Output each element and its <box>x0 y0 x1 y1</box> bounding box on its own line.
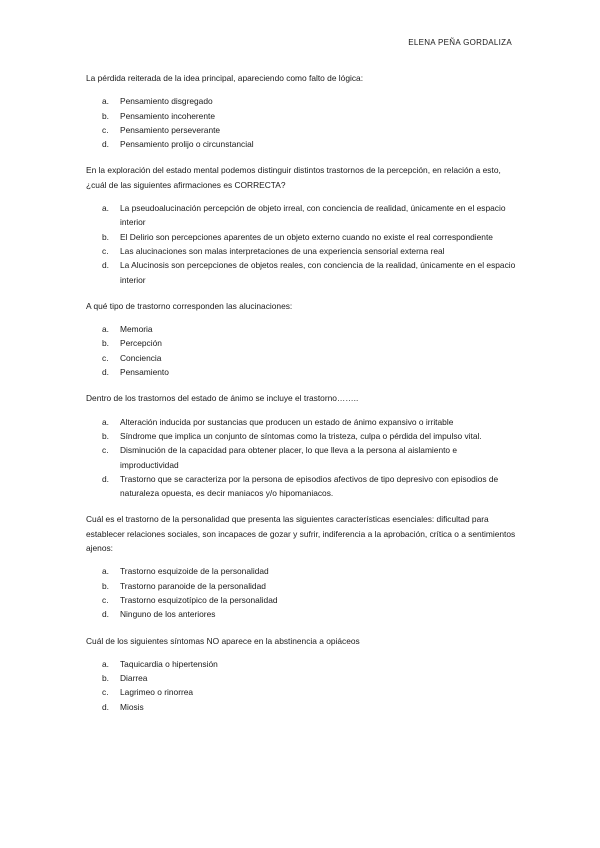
option-text: Alteración inducida por sustancias que producen un estado de ánimo expansivo o irritable <box>120 416 454 427</box>
question-block <box>86 391 518 500</box>
question-text: A qué tipo de trastorno corresponden las alucinaciones: <box>86 300 293 311</box>
option-list <box>86 322 518 379</box>
option-text: Taquicardia o hipertensión <box>120 658 218 669</box>
option-item <box>86 230 518 244</box>
option-item <box>86 322 518 336</box>
option-item <box>86 336 518 350</box>
option-text: El Delirio son percepciones aparentes de un objeto externo cuando no existe el real correspondiente <box>120 231 493 242</box>
option-item <box>86 607 518 621</box>
question-text: La pérdida reiterada de la idea principal, apareciendo como falto de lógica: <box>86 73 364 83</box>
option-item <box>86 109 518 123</box>
option-list <box>86 415 518 501</box>
option-item <box>86 593 518 607</box>
option-item <box>86 258 518 287</box>
question-block <box>86 71 518 151</box>
option-letter: c. <box>102 445 109 456</box>
question-text: Cuál es el trastorno de la personalidad que presenta las siguientes características esenciales: dificultad para establecer relaciones sociales, son incapaces de gozar y sufrir, indiferencia a la aprobación, crítica o a sentimientos ajenos: <box>86 514 516 554</box>
question-block <box>86 163 518 286</box>
option-text: Trastorno paranoide de la personalidad <box>120 580 266 591</box>
option-text: Pensamiento prolijo o circunstancial <box>120 139 254 150</box>
option-item <box>86 429 518 443</box>
option-letter: d. <box>102 260 109 271</box>
option-letter: a. <box>102 96 109 107</box>
option-item <box>86 700 518 714</box>
option-list <box>86 564 518 621</box>
option-letter: c. <box>102 687 109 698</box>
option-text: Pensamiento incoherente <box>120 110 215 121</box>
option-text: Pensamiento disgregado <box>120 96 213 107</box>
question-block <box>86 512 518 621</box>
option-item <box>86 564 518 578</box>
option-letter: d. <box>102 609 109 620</box>
option-text: Ninguno de los anteriores <box>120 609 216 620</box>
option-item <box>86 201 518 230</box>
question-text: En la exploración del estado mental podemos distinguir distintos trastornos de la percepción, en relación a esto, ¿cuál de las siguientes afirmaciones es CORRECTA? <box>86 165 501 190</box>
option-text: La Alucinosis son percepciones de objetos reales, con conciencia de la realidad, únicamente en el espacio interior <box>120 260 516 285</box>
question-list <box>86 71 518 726</box>
option-item <box>86 137 518 151</box>
option-letter: a. <box>102 416 109 427</box>
option-letter: c. <box>102 352 109 363</box>
option-letter: b. <box>102 580 109 591</box>
option-letter: c. <box>102 245 109 256</box>
option-letter: d. <box>102 139 109 150</box>
option-item <box>86 244 518 258</box>
option-letter: c. <box>102 124 109 135</box>
question-text: Dentro de los trastornos del estado de ánimo se incluye el trastorno…….. <box>86 393 359 404</box>
option-item <box>86 685 518 699</box>
option-letter: a. <box>102 203 109 214</box>
question-block <box>86 299 518 379</box>
option-letter: a. <box>102 324 109 335</box>
option-item <box>86 472 518 501</box>
option-letter: b. <box>102 338 109 349</box>
option-item <box>86 123 518 137</box>
option-list <box>86 657 518 714</box>
option-letter: a. <box>102 566 109 577</box>
option-text: Pensamiento perseverante <box>120 124 221 135</box>
option-item <box>86 415 518 429</box>
option-text: Lagrimeo o rinorrea <box>120 687 194 698</box>
option-text: Diarrea <box>120 673 148 684</box>
question-text: Cuál de los siguientes síntomas NO aparece en la abstinencia a opiáceos <box>86 635 360 646</box>
option-text: Trastorno esquizotípico de la personalidad <box>120 594 278 605</box>
option-list <box>86 94 518 151</box>
option-text: La pseudoalucinación percepción de objeto irreal, con conciencia de realidad, únicamente en el espacio interior <box>120 203 506 228</box>
option-text: Percepción <box>120 338 162 349</box>
option-letter: c. <box>102 594 109 605</box>
option-text: Pensamiento <box>120 367 169 378</box>
option-list <box>86 201 518 287</box>
option-text: Síndrome que implica un conjunto de síntomas como la tristeza, culpa o pérdida del impulso vital. <box>120 430 482 441</box>
option-item <box>86 657 518 671</box>
option-letter: b. <box>102 231 109 242</box>
option-item <box>86 94 518 108</box>
option-text: Conciencia <box>120 352 162 363</box>
option-text: Memoria <box>120 324 153 335</box>
option-letter: d. <box>102 367 109 378</box>
option-item <box>86 671 518 685</box>
option-text: Miosis <box>120 701 144 712</box>
option-letter: a. <box>102 658 109 669</box>
option-item <box>86 351 518 365</box>
option-letter: b. <box>102 110 109 121</box>
option-item <box>86 365 518 379</box>
option-item <box>86 443 518 472</box>
option-letter: b. <box>102 430 109 441</box>
option-letter: b. <box>102 673 109 684</box>
option-text: Trastorno esquizoide de la personalidad <box>120 566 269 577</box>
option-text: Disminución de la capacidad para obtener placer, lo que lleva a la persona al aislamiento e improductividad <box>120 445 458 470</box>
option-item <box>86 579 518 593</box>
option-text: Las alucinaciones son malas interpretaciones de una experiencia sensorial externa real <box>120 245 445 256</box>
option-letter: d. <box>102 701 109 712</box>
question-block <box>86 634 518 714</box>
option-letter: d. <box>102 473 109 484</box>
header-author: ELENA PEÑA GORDALIZA <box>408 38 512 47</box>
option-text: Trastorno que se caracteriza por la persona de episodios afectivos de tipo depresivo con episodios de naturaleza opuesta, es decir maniacos y/o hipomaniacos. <box>120 473 499 499</box>
